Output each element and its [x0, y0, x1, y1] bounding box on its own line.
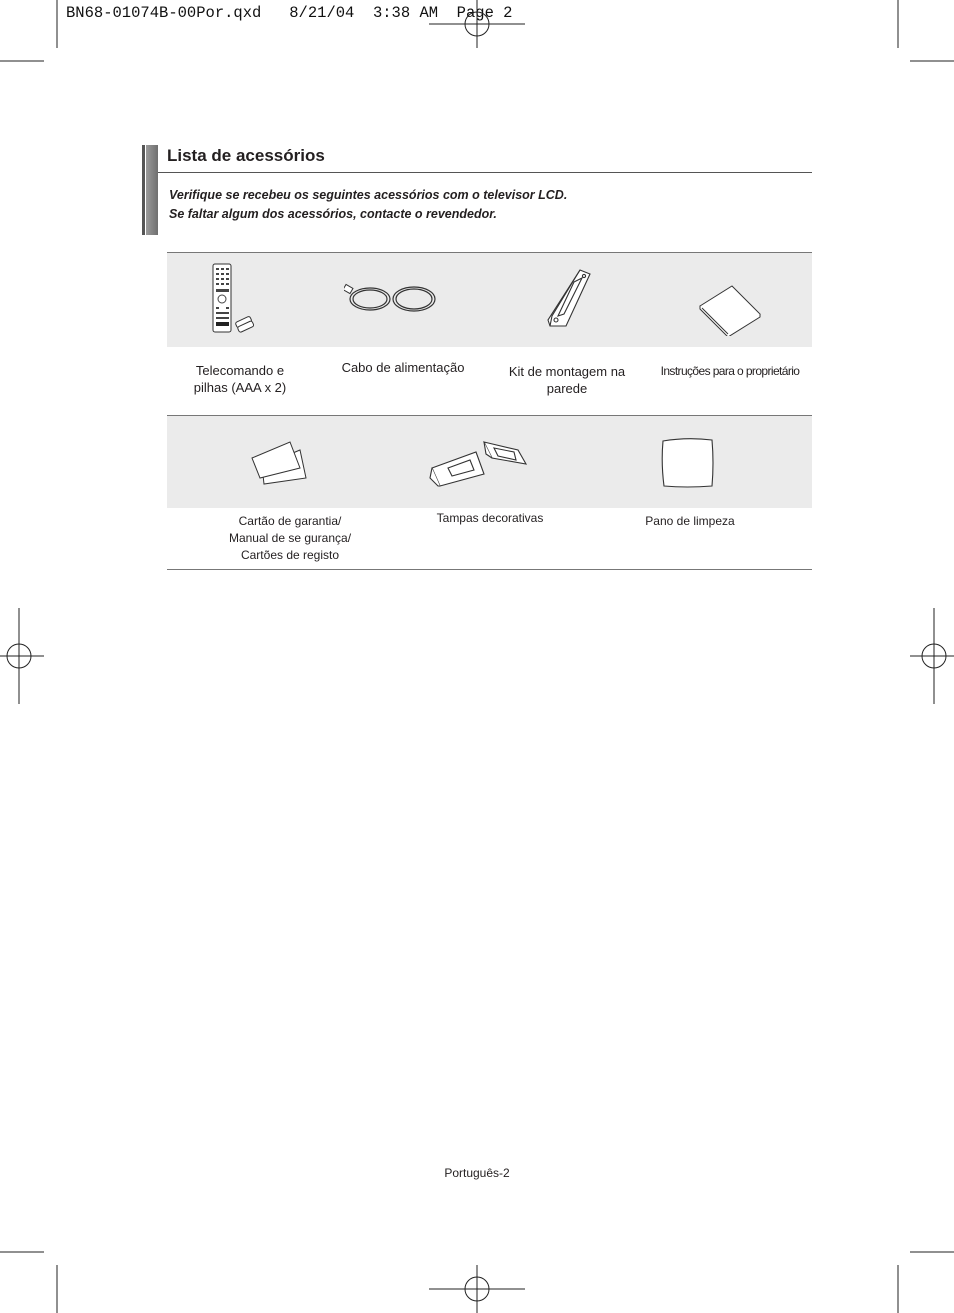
decorative-covers-icon [428, 438, 532, 488]
power-cord-icon [344, 280, 440, 316]
intro-line-1: Verifique se recebeu os seguintes acessórios com o televisor LCD. [169, 188, 568, 202]
accessory-label-power-cord [330, 359, 476, 376]
label-line: Pano de limpeza [645, 514, 735, 528]
section-intro [169, 186, 567, 223]
accessory-label-cloth [620, 513, 760, 530]
wall-mount-kit-icon [544, 268, 594, 330]
label-line: Kit de montagem na [508, 364, 626, 379]
label-line: Cartão de garantia/ [238, 514, 342, 528]
accessory-label-remote [175, 362, 305, 396]
label-line: Manual de se gurança/ [228, 531, 352, 545]
title-underline [158, 172, 812, 173]
print-slug-line: BN68-01074B-00Por.qxd 8/21/04 3:38 AM Page 2 [66, 4, 513, 22]
accessory-label-manual [650, 363, 810, 380]
label-line: Cartões de registo [240, 548, 340, 562]
label-line: Instruções para o proprietário [660, 364, 800, 378]
remote-control-icon [208, 263, 256, 335]
page-number: Português-2 [444, 1166, 510, 1180]
label-line: Telecomando e [195, 363, 285, 378]
accessory-label-warranty [210, 513, 370, 564]
intro-line-2: Se faltar algum dos acessórios, contacte o revendedor. [169, 206, 497, 221]
manual-booklet-icon [696, 284, 764, 336]
accessory-label-covers [410, 510, 570, 527]
section-accent-bar [142, 145, 158, 235]
label-line: parede [546, 381, 588, 396]
table-rule-bottom [167, 569, 812, 570]
accessory-label-wall-mount [497, 363, 637, 397]
label-line: pilhas (AAA x 2) [193, 380, 287, 395]
warranty-cards-icon [250, 438, 310, 486]
section-title: Lista de acessórios [167, 146, 325, 165]
label-line: Tampas decorativas [436, 511, 544, 525]
label-line: Cabo de alimentação [341, 360, 465, 375]
cleaning-cloth-icon [660, 437, 716, 489]
